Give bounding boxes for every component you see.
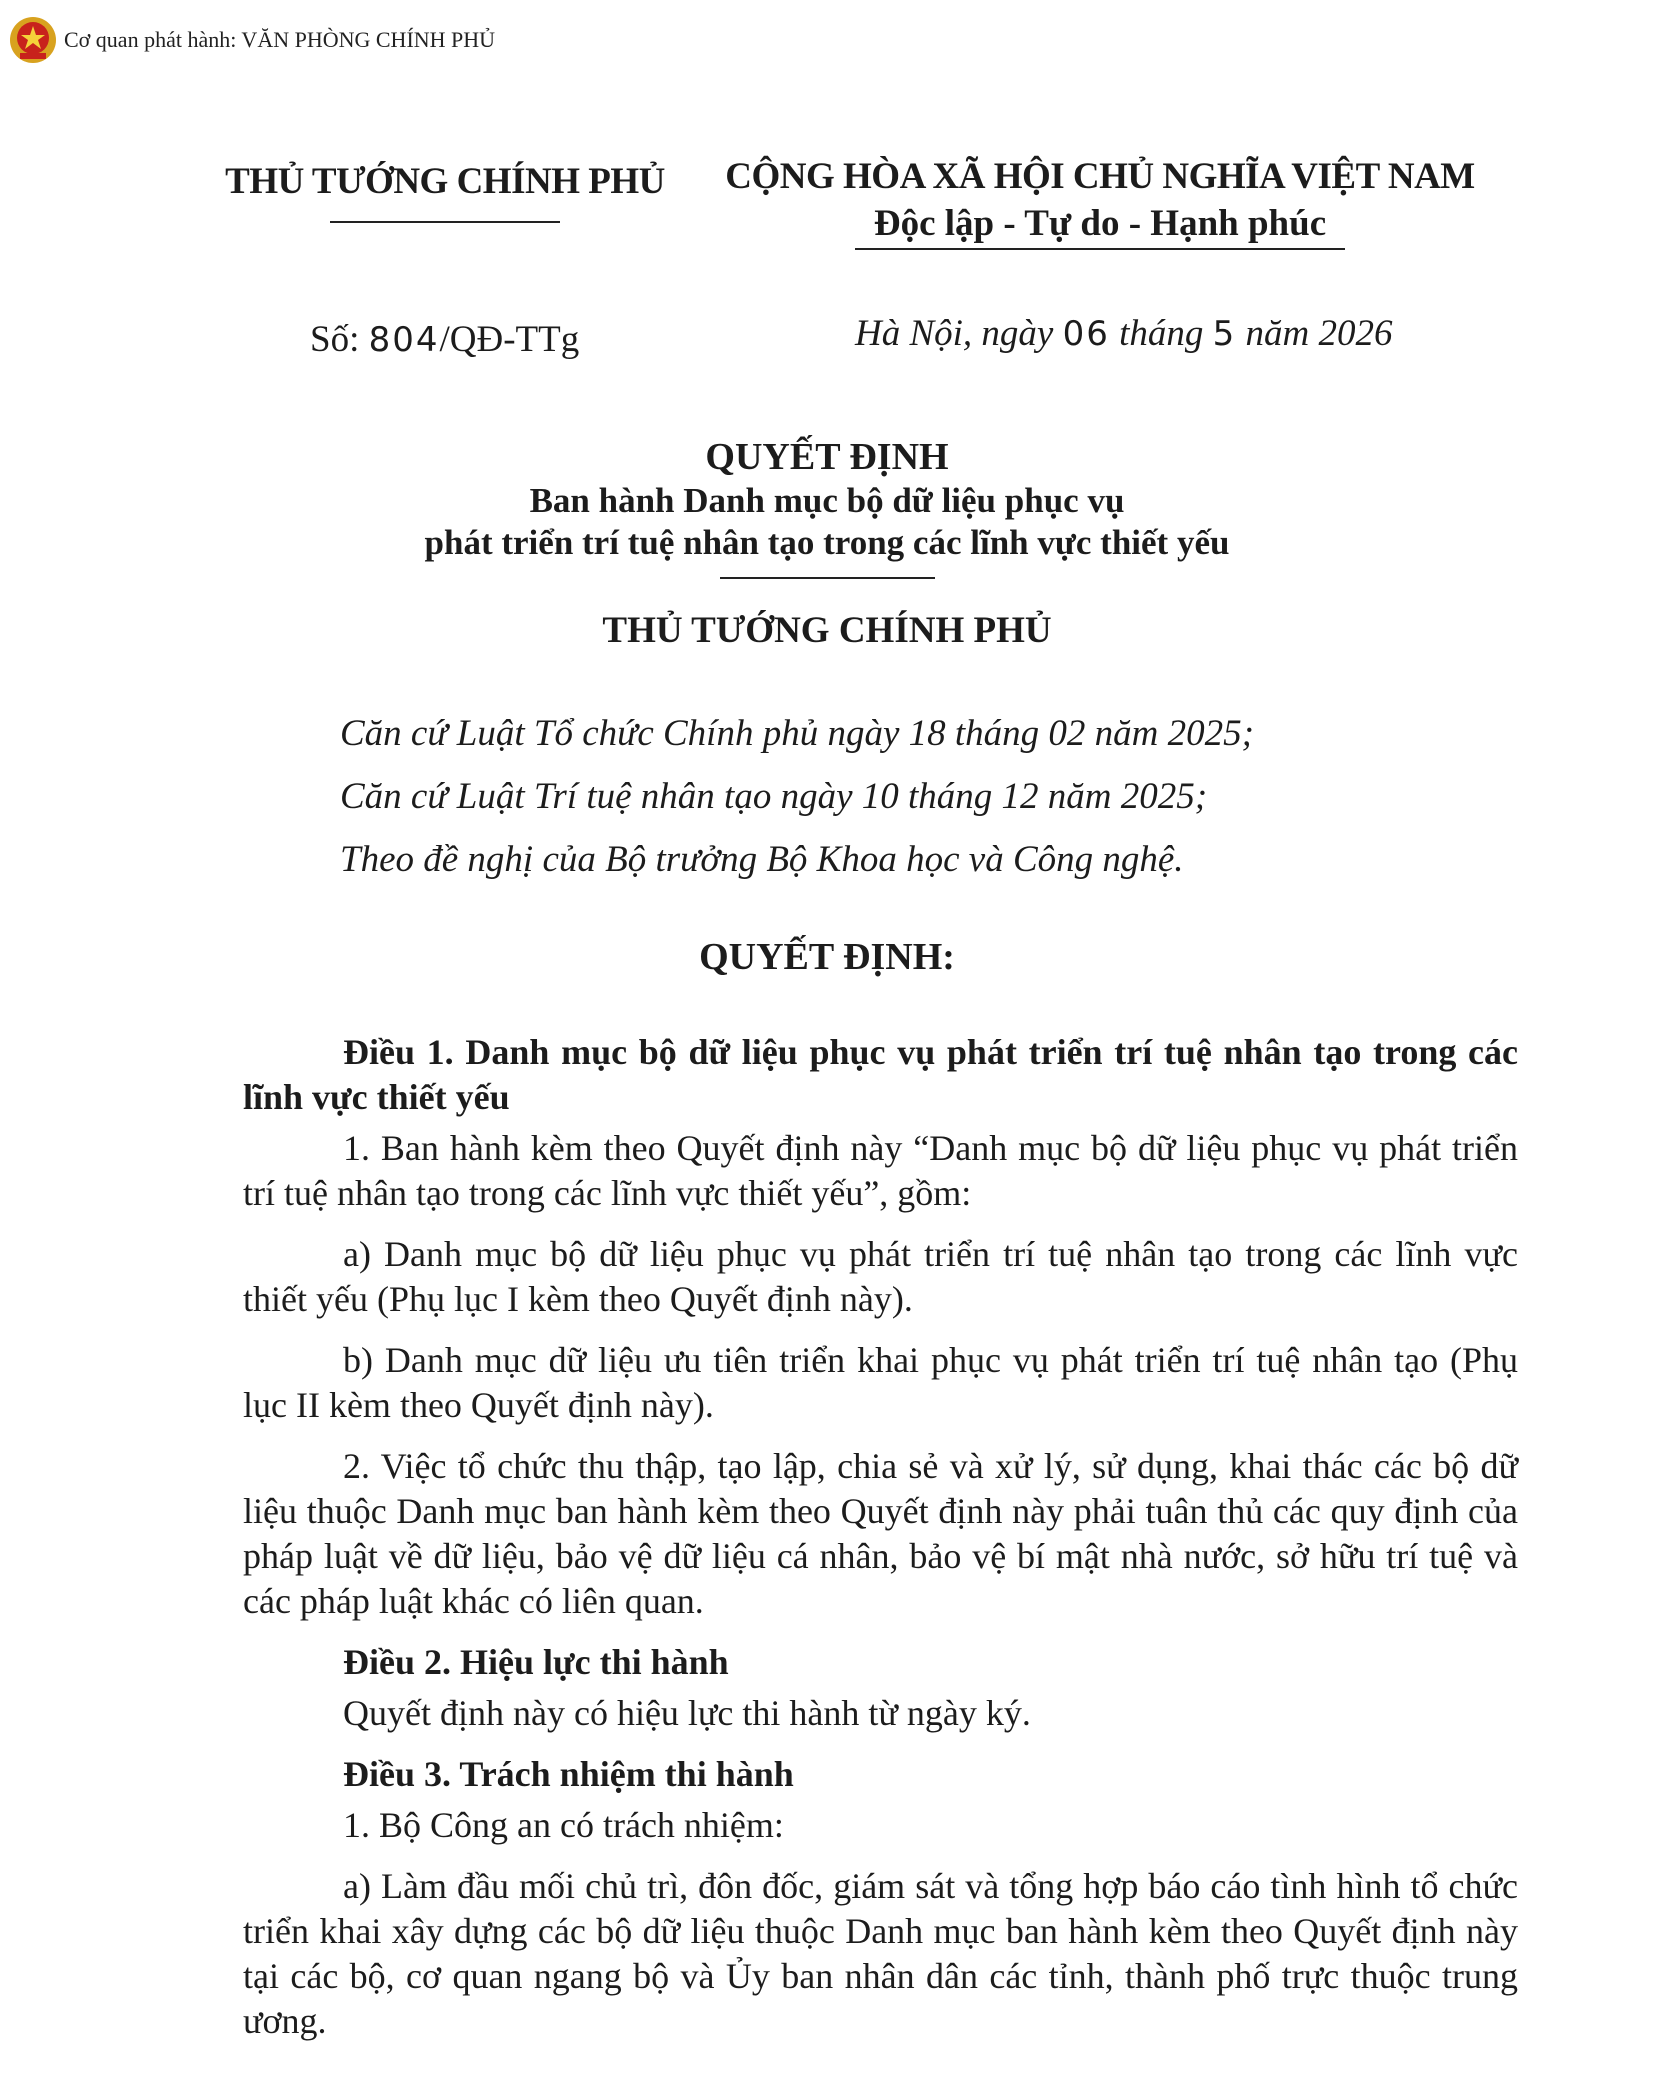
article-1-point-b: b) Danh mục dữ liệu ưu tiên triển khai phục vụ phát triển trí tuệ nhân tạo (Phụ lục II kèm theo Quyết định này). [243,1340,1518,1425]
vietnam-national-emblem-icon [8,15,58,65]
authority-underline [330,221,560,223]
motto-underline [855,248,1345,250]
article-3-clause-1: 1. Bộ Công an có trách nhiệm: [343,1805,784,1845]
document-number: Số: 804/QĐ-TTg [310,319,580,360]
document-type: QUYẾT ĐỊNH [705,436,949,478]
legal-basis-item: Căn cứ Luật Trí tuệ nhân tạo ngày 10 tháng 12 năm 2025; [340,776,1208,817]
issuer-bar [8,18,495,62]
article-1-title: Điều 1. Danh mục bộ dữ liệu phục vụ phát triển trí tuệ nhân tạo trong các lĩnh vực thiết yếu [243,1032,1518,1117]
authority-heading: THỦ TƯỚNG CHÍNH PHỦ [602,610,1052,651]
document-body [243,1030,1518,2060]
article-1-point-a: a) Danh mục bộ dữ liệu phục vụ phát triển trí tuệ nhân tạo trong các lĩnh vực thiết yếu (Phụ lục I kèm theo Quyết định này). [243,1234,1518,1319]
national-motto: Độc lập - Tự do - Hạnh phúc [873,203,1327,244]
handwritten-day: 06 [1062,314,1110,354]
title-underline [720,577,935,579]
authority-title: THỦ TƯỚNG CHÍNH PHỦ [225,161,665,202]
document-title-block [0,435,1654,652]
legal-basis-item: Căn cứ Luật Tổ chức Chính phủ ngày 18 tháng 02 năm 2025; [340,713,1254,754]
article-1-clause-2: 2. Việc tổ chức thu thập, tạo lập, chia sẻ và xử lý, sử dụng, khai thác các bộ dữ liệu thuộc Danh mục ban hành kèm theo Quyết định này phải tuân thủ các quy định của pháp luật về dữ liệu, bảo vệ dữ liệu cá nhân, bảo vệ bí mật nhà nước, sở hữu trí tuệ và các pháp luật khác có liên quan. [243,1446,1518,1621]
handwritten-month: 5 [1212,314,1237,354]
country-title: CỘNG HÒA XÃ HỘI CHỦ NGHĨA VIỆT NAM [725,156,1475,197]
article-3-point-a: a) Làm đầu mối chủ trì, đôn đốc, giám sát và tổng hợp báo cáo tình hình tổ chức triển khai xây dựng các bộ dữ liệu thuộc Danh mục ban hành kèm theo Quyết định này tại các bộ, cơ quan ngang bộ và Ủy ban nhân dân các tỉnh, thành phố trực thuộc trung ương. [243,1866,1518,2041]
title-line-1: Ban hành Danh mục bộ dữ liệu phục vụ [529,481,1125,520]
article-2-text: Quyết định này có hiệu lực thi hành từ ngày ký. [343,1693,1031,1733]
handwritten-number: 804 [368,320,440,360]
national-heading [700,155,1500,250]
article-3-title: Điều 3. Trách nhiệm thi hành [343,1754,794,1794]
date-line: Hà Nội, ngày 06 tháng 5 năm 2026 [855,313,1393,354]
decide-heading: QUYẾT ĐỊNH: [699,936,955,978]
issuer-label: Cơ quan phát hành: VĂN PHÒNG CHÍNH PHỦ [64,27,496,52]
legal-basis-item: Theo đề nghị của Bộ trưởng Bộ Khoa học và Công nghệ. [340,839,1184,880]
article-2-title: Điều 2. Hiệu lực thi hành [343,1642,729,1682]
article-1-clause-1: 1. Ban hành kèm theo Quyết định này “Danh mục bộ dữ liệu phục vụ phát triển trí tuệ nhân tạo trong các lĩnh vực thiết yếu”, gồm: [243,1128,1518,1213]
legal-bases [340,712,1254,901]
issuing-authority [210,160,680,223]
title-line-2: phát triển trí tuệ nhân tạo trong các lĩnh vực thiết yếu [424,523,1230,562]
